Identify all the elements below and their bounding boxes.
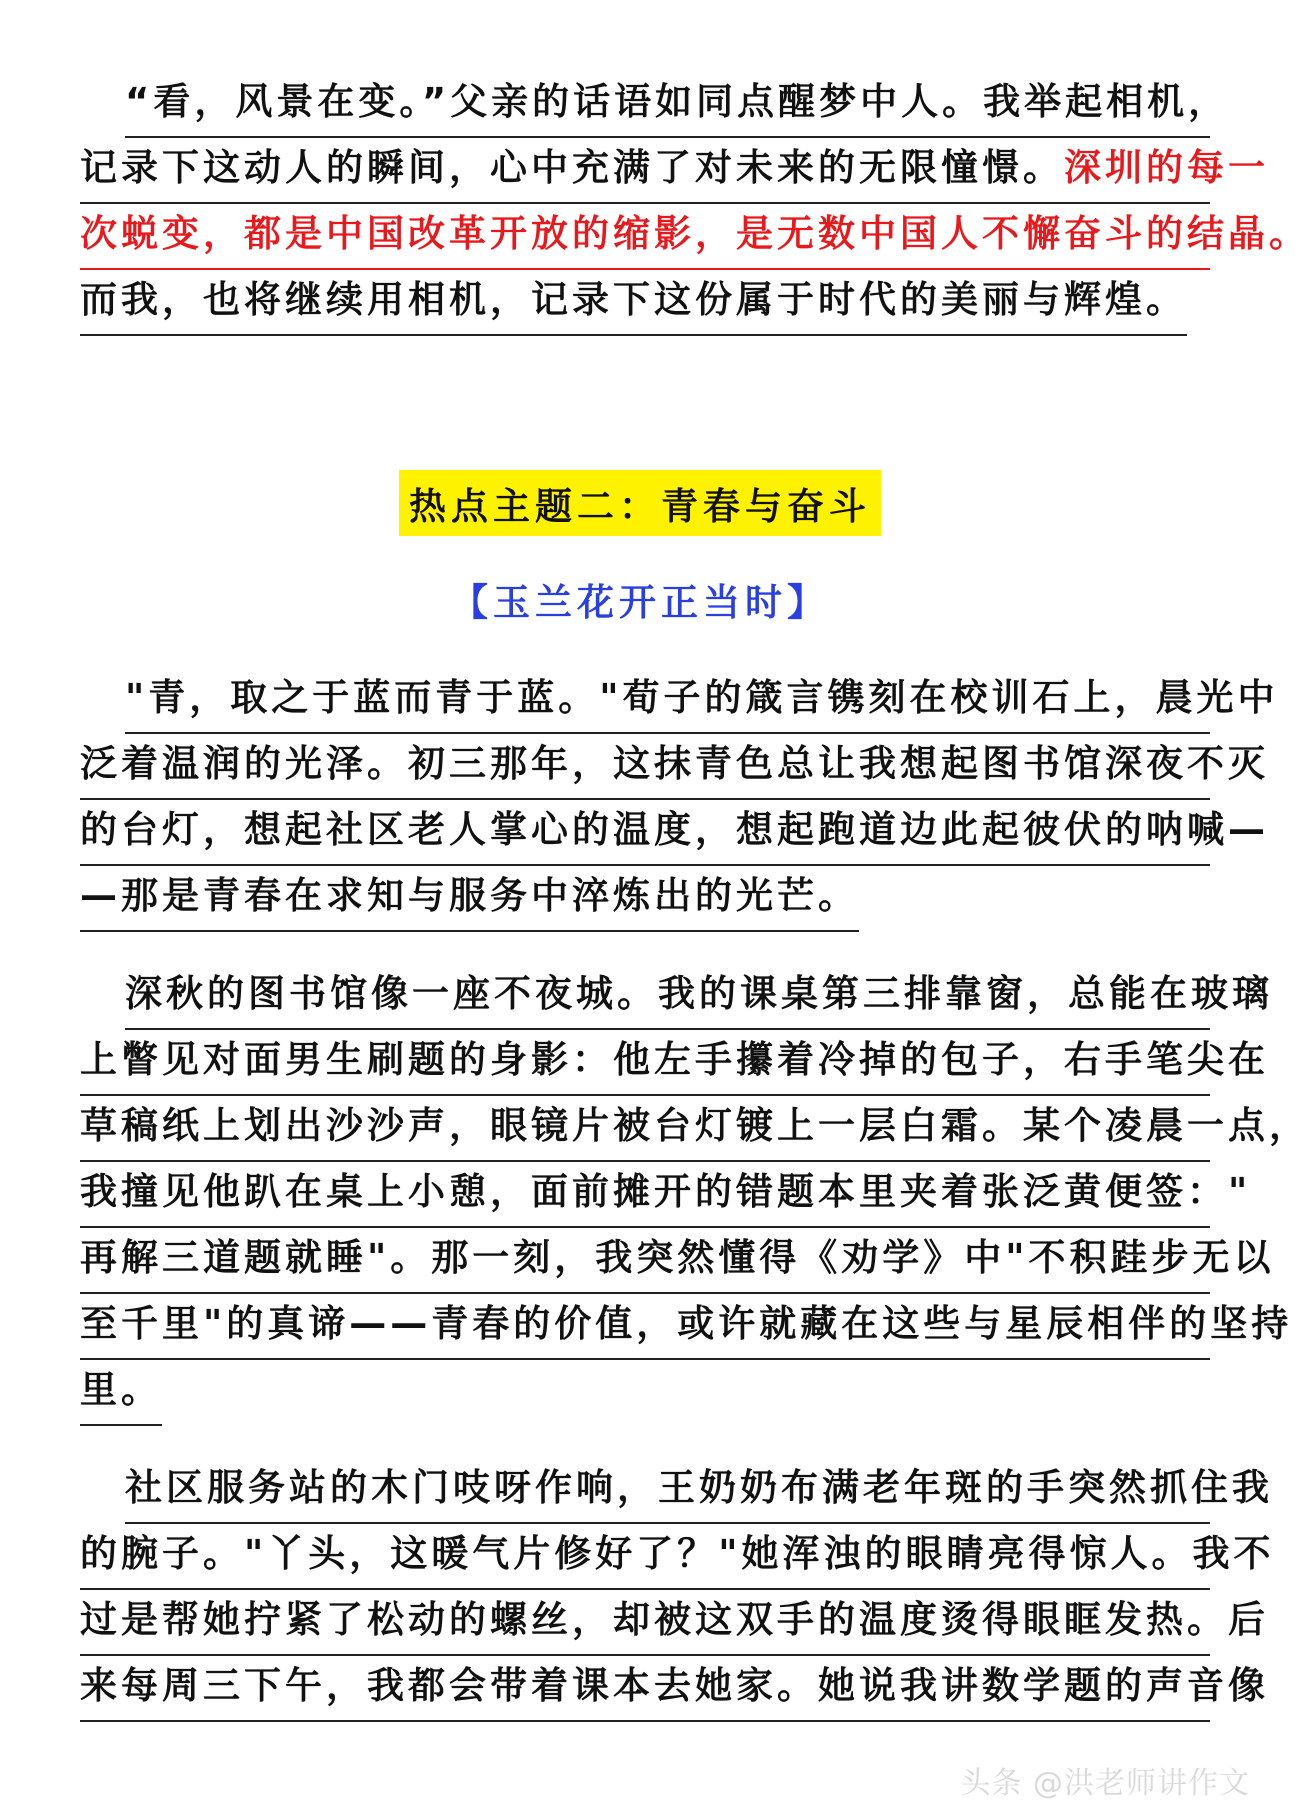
watermark: 头条 @洪老师讲作文 xyxy=(960,1766,1250,1801)
paragraph-2-line-3: 的台灯，想起社区老人掌心的温度，想起跑道边此起彼伏的呐喊— xyxy=(80,800,1210,866)
paragraph-3 xyxy=(80,964,1310,1426)
paragraph-3-line-1: 深秋的图书馆像一座不夜城。我的课桌第三排靠窗，总能在玻璃 xyxy=(125,964,1210,1030)
paragraph-4-line-4: 来每周三下午，我都会带着课本去她家。她说我讲数学题的声音像 xyxy=(80,1656,1210,1722)
paragraph-1-line-2-text: 记录下这动人的瞬间，心中充满了对未来的无限憧憬。 xyxy=(80,146,1064,189)
paragraph-2-line-2: 泛着温润的光泽。初三那年，这抹青色总让我想起图书馆深夜不灭 xyxy=(80,734,1210,800)
paragraph-3-line-2: 上瞥见对面男生刷题的身影：他左手攥着冷掉的包子，右手笔尖在 xyxy=(80,1030,1210,1096)
paragraph-3-line-3: 草稿纸上划出沙沙声，眼镜片被台灯镀上一层白霜。某个凌晨一点， xyxy=(80,1096,1210,1162)
heading-wrap xyxy=(0,470,1280,536)
section-heading: 热点主题二：青春与奋斗 xyxy=(399,470,881,536)
paragraph-1 xyxy=(80,72,1310,336)
paragraph-3-line-7: 里。 xyxy=(80,1360,162,1426)
essay-title: 【玉兰花开正当时】 xyxy=(451,581,829,624)
paragraph-3-line-5: 再解三道题就睡"。那一刻，我突然懂得《劝学》中"不积跬步无以 xyxy=(80,1228,1210,1294)
paragraph-1-line-1: “看，风景在变。”父亲的话语如同点醒梦中人。我举起相机， xyxy=(125,72,1210,138)
subheading-wrap xyxy=(0,572,1280,626)
paragraph-1-line-4: 而我，也将继续用相机，记录下这份属于时代的美丽与辉煌。 xyxy=(80,270,1187,336)
paragraph-4-line-1: 社区服务站的木门吱呀作响，王奶奶布满老年斑的手突然抓住我 xyxy=(125,1458,1210,1524)
paragraph-4-line-2: 的腕子。"丫头，这暖气片修好了？"她浑浊的眼睛亮得惊人。我不 xyxy=(80,1524,1210,1590)
paragraph-4 xyxy=(80,1458,1275,1722)
paragraph-2-line-4: —那是青春在求知与服务中淬炼出的光芒。 xyxy=(80,866,859,932)
highlight-red-text-1: 深圳的每一 xyxy=(1064,146,1269,189)
paragraph-3-line-4: 我撞见他趴在桌上小憩，面前摊开的错题本里夹着张泛黄便签：" xyxy=(80,1162,1210,1228)
paragraph-3-line-6: 至千里"的真谛——青春的价值，或许就藏在这些与星辰相伴的坚持 xyxy=(80,1294,1210,1360)
highlight-red-text-2: 次蜕变，都是中国改革开放的缩影，是无数中国人不懈奋斗的结晶。 xyxy=(80,204,1210,270)
paragraph-2 xyxy=(80,668,1279,932)
paragraph-4-line-3: 过是帮她拧紧了松动的螺丝，却被这双手的温度烫得眼眶发热。后 xyxy=(80,1590,1210,1656)
paragraph-1-line-2 xyxy=(80,138,1269,204)
paragraph-2-line-1: "青，取之于蓝而青于蓝。"荀子的箴言镌刻在校训石上，晨光中 xyxy=(125,668,1210,734)
